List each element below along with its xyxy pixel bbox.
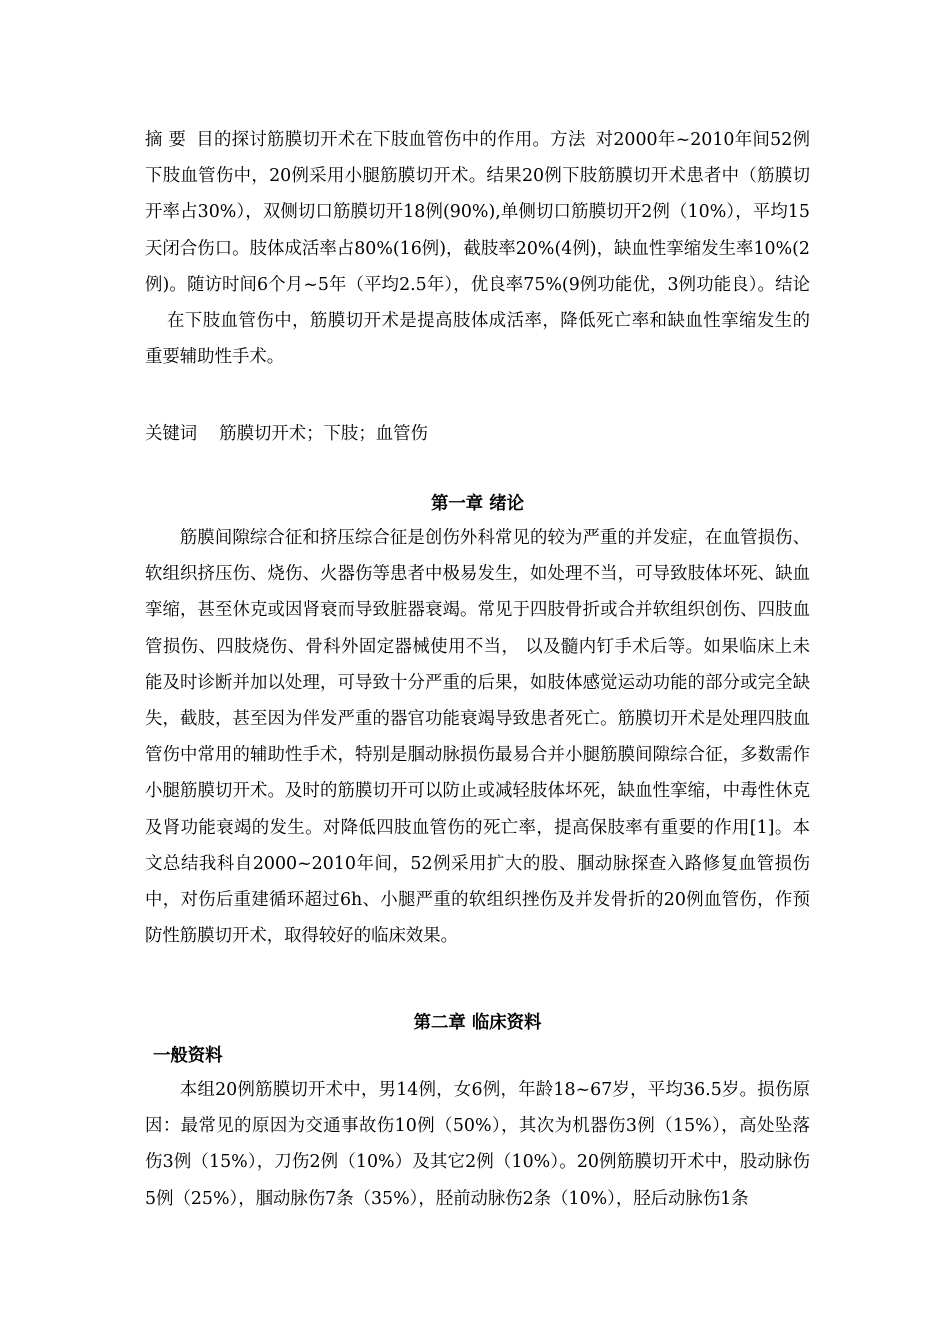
abstract-conclusion-label: 结论 (775, 274, 810, 295)
abstract-method-label: 方法 (550, 130, 586, 150)
abstract-objective: 目的探讨筋膜切开术在下肢血管伤中的作用。 (196, 130, 551, 150)
abstract-paragraph (145, 122, 810, 375)
chapter-1-title: 第一章 绪论 (430, 494, 524, 514)
abstract-label: 摘 要 (145, 130, 187, 150)
section-general-data-paragraph: 本组20例筋膜切开术中，男14例，女6例，年龄18~67岁，平均36.5岁。损伤原因：最常见的原因为交通事故伤10例（50%），其次为机器伤3例（15%），高处坠落伤3例（15%），刀伤2例（10%）及其它2例（10%）。20例筋膜切开术中，股动脉伤5例（25%），腘动脉伤7条（35%），胫前动脉伤2条（10%），胫后动脉伤1条 (145, 1080, 810, 1209)
keywords-line (145, 416, 810, 452)
abstract-result: 20例下肢筋膜切开术患者中（筋膜切开率占30%），双侧切口筋膜切开18例(90%),单侧切口筋膜切开2例（10%），平均15天闭合伤口。肢体成活率占80%(16例)，截肢率20%(4例)，缺血性挛缩发生率10%(2例)。随访时间6个月~5年（平均2.5年），优良率75%(9例功能优，3例功能良）。 (145, 166, 810, 295)
keywords-label: 关键词 (145, 424, 198, 444)
section-general-data-title: 一般资料 (153, 1046, 223, 1066)
abstract-method: 对2000年~2010年间52例下肢血管伤中，20例采用小腿筋膜切开术。 (145, 130, 810, 187)
keywords-value: 筋膜切开术；下肢；血管伤 (219, 424, 428, 444)
chapter-1-paragraph: 筋膜间隙综合征和挤压综合征是创伤外科常见的较为严重的并发症，在血管损伤、软组织挤压伤、烧伤、火器伤等患者中极易发生，如处理不当，可导致肢体坏死、缺血挛缩，甚至休克或因肾衰而导致脏器衰竭。常见于四肢骨折或合并软组织创伤、四肢血管损伤、四肢烧伤、骨科外固定器械使用不当， 以及髓内钉手术后等。如果临床上未能及时诊断并加以处理，可导致十分严重的后果，如肢体感觉运动功能的部分或完全缺失，截肢，甚至因为伴发严重的器官功能衰竭导致患者死亡。筋膜切开术是处理四肢血管伤中常用的辅助性手术，特别是腘动脉损伤最易合并小腿筋膜间隙综合征，多数需作小腿筋膜切开术。及时的筋膜切开可以防止或减轻肢体坏死，缺血性挛缩，中毒性休克及肾功能衰竭的发生。对降低四肢血管伤的死亡率，提高保肢率有重要的作用[1]。本文总结我科自2000~2010年间，52例采用扩大的股、腘动脉探查入路修复血管损伤中，对伤后重建循环超过6h、小腿严重的软组织挫伤及并发骨折的20例血管伤，作预防性筋膜切开术，取得较好的临床效果。 (145, 528, 810, 947)
abstract-result-label: 结果 (486, 166, 522, 187)
abstract-conclusion: 在下肢血管伤中，筋膜切开术是提高肢体成活率，降低死亡率和缺血性挛缩发生的重要辅助性手术。 (145, 311, 810, 368)
chapter-2-title: 第二章 临床资料 (413, 1013, 542, 1033)
